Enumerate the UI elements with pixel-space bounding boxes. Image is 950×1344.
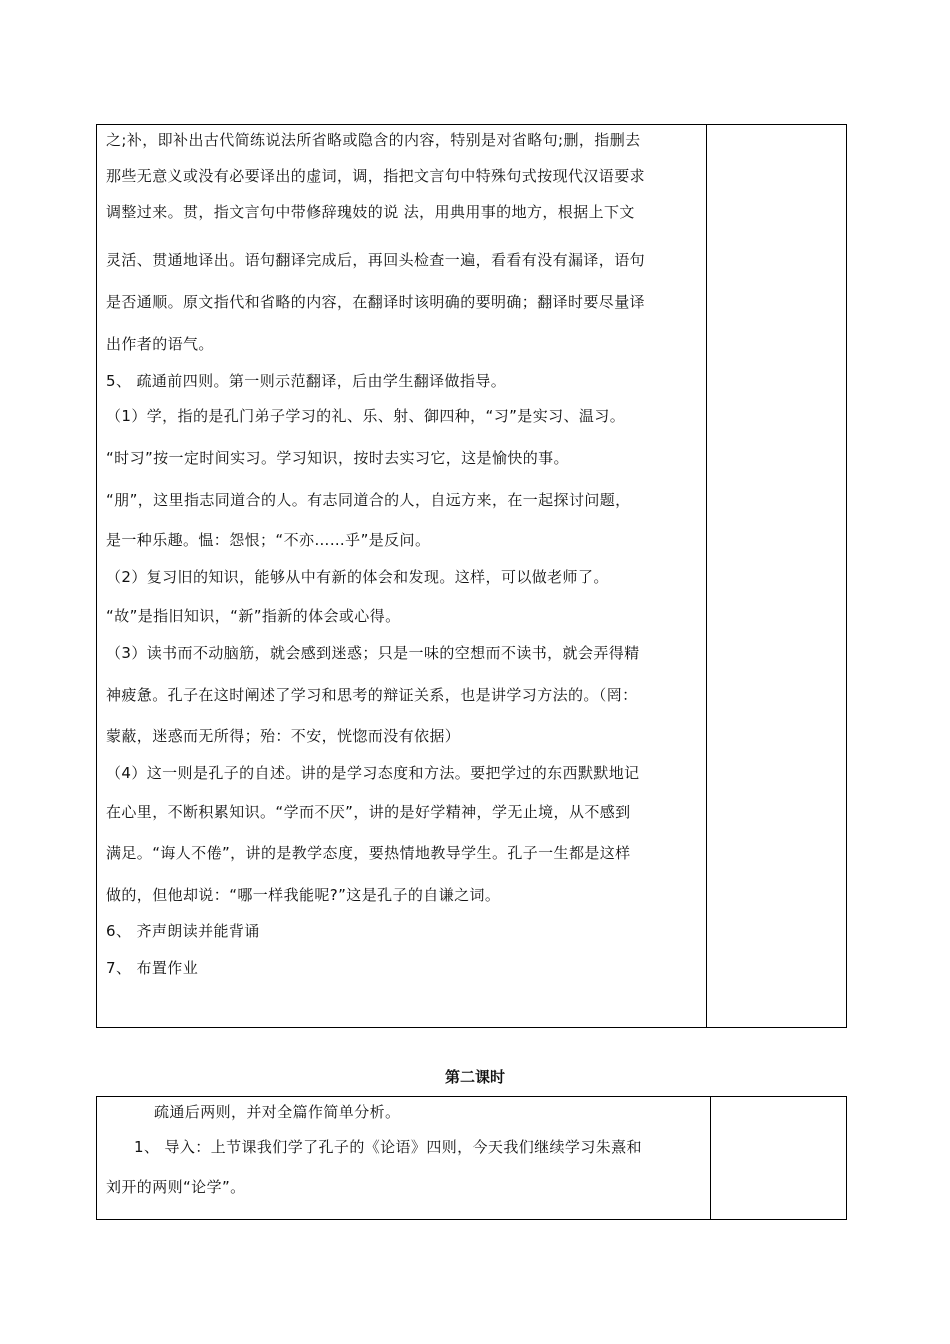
text-line: 满足。“诲人不倦”，讲的是教学态度，要热情地教导学生。孔子一生都是这样 bbox=[106, 844, 631, 862]
text-line: “时习”按一定时间实习。学习知识，按时去实习它，这是愉快的事。 bbox=[106, 449, 569, 467]
text-line: 是一种乐趣。愠：怨恨；“不亦……乎”是反问。 bbox=[106, 531, 431, 549]
text-line: 出作者的语气。 bbox=[106, 335, 214, 353]
text-line: “故”是指旧知识，“新”指新的体会或心得。 bbox=[106, 607, 401, 625]
text-line: （2）复习旧的知识，能够从中有新的体会和发现。这样，可以做老师了。 bbox=[106, 568, 609, 586]
text-line: 7、 布置作业 bbox=[106, 959, 199, 977]
text-line: 灵活、贯通地译出。语句翻译完成后，再回头检查一遍，看看有没有漏译，语句 bbox=[106, 251, 646, 269]
text-line: 在心里，不断积累知识。“学而不厌”，讲的是好学精神，学无止境，从不感到 bbox=[106, 803, 631, 821]
text-line: 疏通后两则，并对全篇作简单分析。 bbox=[154, 1103, 401, 1121]
text-line: 之;补，即补出古代简练说法所省略或隐含的内容，特别是对省略句;删，指删去 bbox=[106, 131, 641, 149]
text-line: 调整过来。贯，指文言句中带修辞瑰妓的说 法，用典用事的地方，根据上下文 bbox=[106, 203, 635, 221]
text-line: 那些无意义或没有必要译出的虚词，调，指把文言句中特殊句式按现代汉语要求 bbox=[106, 167, 646, 185]
text-line: 蒙蔽，迷惑而无所得；殆：不安，恍惚而没有依据） bbox=[106, 727, 461, 745]
text-line: “朋”，这里指志同道合的人。有志同道合的人，自远方来，在一起探讨问题， bbox=[106, 491, 631, 509]
text-line: 做的，但他却说：“哪一样我能呢?”这是孔子的自谦之词。 bbox=[106, 886, 501, 904]
upper-table-column-divider bbox=[706, 125, 707, 1027]
text-line: （3）读书而不动脑筋，就会感到迷惑；只是一味的空想而不读书，就会弄得精 bbox=[106, 644, 640, 662]
text-line: 1、 导入：上节课我们学了孔子的《论语》四则，今天我们继续学习朱熹和 bbox=[134, 1138, 642, 1156]
lower-table-column-divider bbox=[710, 1097, 711, 1219]
section-title: 第二课时 bbox=[444, 1068, 505, 1086]
text-line: （1）学，指的是孔门弟子学习的礼、乐、射、御四种，“习”是实习、温习。 bbox=[106, 407, 626, 425]
text-line: 是否通顺。原文指代和省略的内容，在翻译时该明确的要明确；翻译时要尽量译 bbox=[106, 293, 646, 311]
text-line: （4）这一则是孔子的自述。讲的是学习态度和方法。要把学过的东西默默地记 bbox=[106, 764, 640, 782]
text-line: 5、 疏通前四则。第一则示范翻译，后由学生翻译做指导。 bbox=[106, 372, 507, 390]
text-line: 6、 齐声朗读并能背诵 bbox=[106, 922, 260, 940]
text-line: 神疲惫。孔子在这时阐述了学习和思考的辩证关系，也是讲学习方法的。（罔： bbox=[106, 686, 638, 704]
text-line: 刘开的两则“论学”。 bbox=[106, 1178, 246, 1196]
